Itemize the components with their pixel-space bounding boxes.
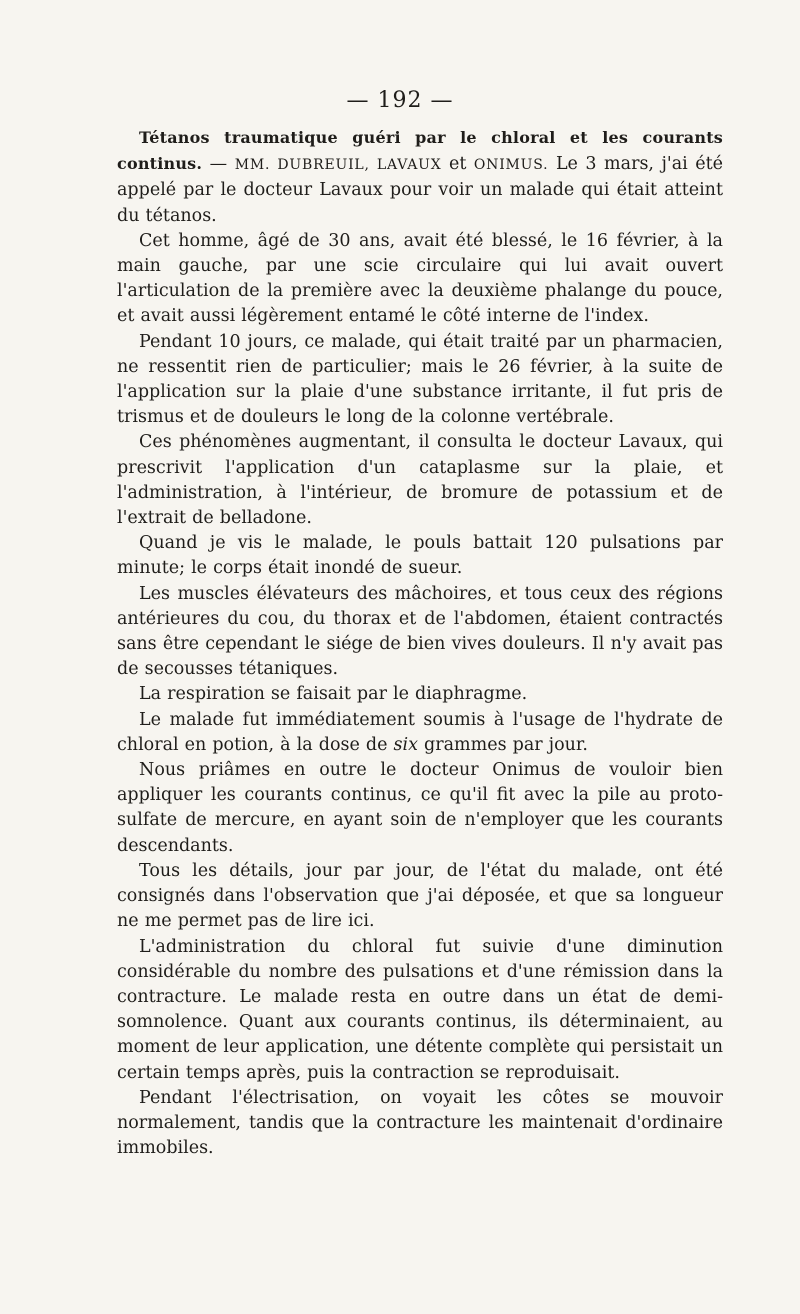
paragraph: Les muscles élévateurs des mâchoires, et tous ceux des régions antérieures du cou, du thorax et de l'abdomen, étaient contractés sans être cependant le siége de bien vives douleurs. Il n'y avait pas de secousses tétaniques. <box>117 583 723 680</box>
chloral-text-after: grammes par jour. <box>417 734 588 755</box>
page-content <box>117 125 723 1161</box>
authors-conjunction: et <box>441 154 474 175</box>
paragraph: Ces phénomènes augmentant, il consulta le docteur Lavaux, qui prescrivit l'application d'un cataplasme sur la plaie, et l'administration, à l'intérieur, de bromure de potassium et de l'extrait de belladone. <box>117 432 723 529</box>
paragraph: La respiration se faisait par le diaphragme. <box>139 684 528 705</box>
heading-paragraph <box>117 125 723 229</box>
paragraph: Nous priâmes en outre le docteur Onimus de vouloir bien appliquer les courants continus, ce qu'il fit avec la pile au proto-sulfate de mercure, en ayant soin de n'employer que les courants descendants. <box>117 760 723 856</box>
heading-first-sentence: Le 3 mars, j'ai été appelé par le docteur Lavaux pour voir un malade qui était atteint du tétanos. <box>117 154 724 226</box>
paragraph: Quand je vis le malade, le pouls battait 120 pulsations par minute; le corps était inondé de sueur. <box>117 533 723 579</box>
page-number: — 192 — <box>346 88 454 113</box>
heading-dash: — <box>202 154 235 175</box>
paragraph: Pendant l'électrisation, on voyait les côtes se mouvoir normalement, tandis que la contracture les maintenait d'ordinaire immobiles. <box>117 1087 723 1159</box>
chloral-text-before: Le malade fut immédiatement soumis à l'usage de l'hydrate de chloral en potion, à la dose de <box>117 709 723 755</box>
paragraph: L'administration du chloral fut suivie d'une diminution considérable du nombre des pulsations et d'une rémission dans la contracture. Le malade resta en outre dans un état de demi-somnolence. Quant aux courants continus, ils déterminaient, au moment de leur application, une détente complète qui persistait un certain temps après, puis la contraction se reproduisait. <box>117 936 723 1083</box>
paragraph: Pendant 10 jours, ce malade, qui était traité par un pharmacien, ne ressentit rien de particulier; mais le 26 février, à la suite de l'application sur la plaie d'une substance irritante, il fut pris de trismus et de douleurs le long de la colonne vertébrale. <box>117 331 723 428</box>
article-author-last: ONIMUS. <box>473 157 549 174</box>
article-authors: MM. DUBREUIL, LAVAUX <box>234 157 442 174</box>
paragraph: Cet homme, âgé de 30 ans, avait été blessé, le 16 février, à la main gauche, par une scie circulaire qui lui avait ouvert l'articulation de la première avec la deuxième phalange du pouce, et avait aussi légèrement entamé le côté interne de l'index. <box>117 230 723 327</box>
chloral-paragraph <box>117 708 723 758</box>
dose-emphasis: six <box>393 734 418 755</box>
article-title: Tétanos traumatique guéri par le chloral et les courants continus. <box>117 128 723 174</box>
paragraph: Tous les détails, jour par jour, de l'état du malade, ont été consignés dans l'observation que j'ai déposée, et que sa longueur ne me permet pas de lire ici. <box>117 860 723 932</box>
